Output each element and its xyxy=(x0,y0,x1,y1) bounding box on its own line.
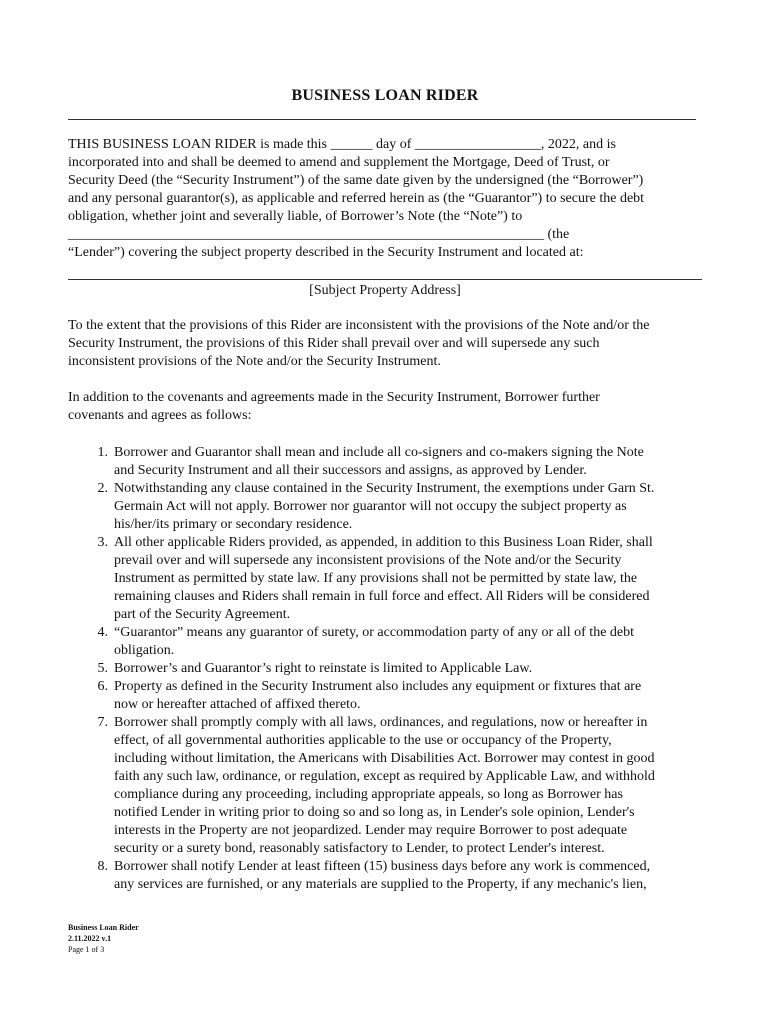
list-item-line: compliance during any proceeding, including appropriate appeals, so long as Borrower has xyxy=(114,787,623,802)
list-item-line: Borrower shall notify Lender at least fifteen (15) business days before any work is commenced, xyxy=(114,859,651,874)
list-item-line: Instrument as permitted by state law. If any provisions shall not be permitted by state law, the xyxy=(114,571,638,586)
paragraph-line: inconsistent provisions of the Note and/or the Security Instrument. xyxy=(68,354,441,369)
paragraph-line: In addition to the covenants and agreements made in the Security Instrument, Borrower further xyxy=(68,390,600,405)
list-item xyxy=(86,678,706,714)
intro-line: obligation, whether joint and severally liable, of Borrower’s Note (the “Note”) to xyxy=(68,209,523,224)
intro-line: and any personal guarantor(s), as applicable and referred herein as (the “Guarantor”) to secure the debt xyxy=(68,191,645,206)
list-item-line: any services are furnished, or any materials are supplied to the Property, if any mechanic's lien, xyxy=(114,877,647,892)
list-item-number: 1. xyxy=(97,445,108,460)
list-item-line: his/her/its primary or secondary residence. xyxy=(114,517,353,532)
list-item-number: 4. xyxy=(97,625,108,640)
list-item-line: Property as defined in the Security Instrument also includes any equipment or fixtures that are xyxy=(114,679,642,694)
document-title: BUSINESS LOAN RIDER xyxy=(291,87,479,104)
paragraph-line: Security Instrument, the provisions of this Rider shall prevail over and will supersede any such xyxy=(68,336,600,351)
list-item-line: “Guarantor” means any guarantor of surety, or accommodation party of any or all of the debt xyxy=(114,625,635,640)
list-item-line: Borrower’s and Guarantor’s right to reinstate is limited to Applicable Law. xyxy=(114,661,533,676)
covenants-intro-paragraph xyxy=(68,389,704,425)
footer-document-name: Business Loan Rider xyxy=(68,923,139,932)
list-item-line: remaining clauses and Riders shall remain in full force and effect. All Riders will be considered xyxy=(114,589,650,604)
list-item-number: 3. xyxy=(97,535,108,550)
list-item xyxy=(86,660,706,678)
list-item-line: faith any such law, ordinance, or regulation, except as required by Applicable Law, and withhold xyxy=(114,769,655,784)
list-item xyxy=(86,624,706,660)
list-item-line: including without limitation, the Americans with Disabilities Act. Borrower may contest in good xyxy=(114,751,655,766)
list-item xyxy=(86,534,706,624)
intro-line: “Lender”) covering the subject property described in the Security Instrument and located at: xyxy=(68,245,584,260)
intro-line: Security Deed (the “Security Instrument”) of the same date given by the undersigned (the “Borrower”) xyxy=(68,173,644,188)
list-item-line: security or a surety bond, reasonably satisfactory to Lender, to protect Lender's interest. xyxy=(114,841,605,856)
subject-property-address-label: [Subject Property Address] xyxy=(309,283,461,298)
list-item-line: Borrower and Guarantor shall mean and include all co-signers and co-makers signing the Note xyxy=(114,445,644,460)
list-item-number: 8. xyxy=(97,859,108,874)
list-item-line: prevail over and will supersede any inconsistent provisions of the Note and/or the Security xyxy=(114,553,622,568)
list-item-number: 7. xyxy=(97,715,108,730)
list-item xyxy=(86,858,706,894)
paragraph-line: To the extent that the provisions of this Rider are inconsistent with the provisions of the Note and/or the xyxy=(68,318,650,333)
list-item-line: and Security Instrument and all their successors and assigns, as approved by Lender. xyxy=(114,463,587,478)
covenants-list xyxy=(86,444,706,894)
list-item xyxy=(86,444,706,480)
list-item-line: obligation. xyxy=(114,643,175,658)
list-item-line: notified Lender in writing prior to doing so and so long as, in Lender's sole opinion, Lender's xyxy=(114,805,635,820)
page-footer xyxy=(68,922,139,955)
title-underline xyxy=(68,119,696,120)
footer-version: 2.11.2022 v.1 xyxy=(68,934,112,943)
intro-paragraph xyxy=(68,136,704,262)
footer-page-number: Page 1 of 3 xyxy=(68,945,105,954)
list-item-number: 5. xyxy=(97,661,108,676)
list-item-line: Notwithstanding any clause contained in the Security Instrument, the exemptions under Garn St. xyxy=(114,481,655,496)
intro-line: THIS BUSINESS LOAN RIDER is made this ______ day of __________________, 2022, and is xyxy=(68,137,616,152)
lender-blank-line: ____________________________________________________________________ (the xyxy=(68,227,570,242)
list-item-number: 6. xyxy=(97,679,108,694)
list-item-number: 2. xyxy=(97,481,108,496)
precedence-paragraph xyxy=(68,317,704,371)
list-item-line: All other applicable Riders provided, as appended, in addition to this Business Loan Rider, shall xyxy=(114,535,653,550)
list-item xyxy=(86,714,706,858)
list-item-line: part of the Security Agreement. xyxy=(114,607,291,622)
paragraph-line: covenants and agrees as follows: xyxy=(68,408,252,423)
list-item xyxy=(86,480,706,534)
list-item-line: now or hereafter attached of affixed thereto. xyxy=(114,697,361,712)
subject-property-address-line xyxy=(68,279,702,280)
list-item-line: interests in the Property are not jeopardized. Lender may require Borrower to post adequate xyxy=(114,823,628,838)
list-item-line: Germain Act will not apply. Borrower nor guarantor will not occupy the subject property as xyxy=(114,499,627,514)
intro-line: incorporated into and shall be deemed to amend and supplement the Mortgage, Deed of Trust, or xyxy=(68,155,610,170)
list-item-line: Borrower shall promptly comply with all laws, ordinances, and regulations, now or hereafter in xyxy=(114,715,648,730)
list-item-line: effect, of all governmental authorities applicable to the use or occupancy of the Property, xyxy=(114,733,612,748)
